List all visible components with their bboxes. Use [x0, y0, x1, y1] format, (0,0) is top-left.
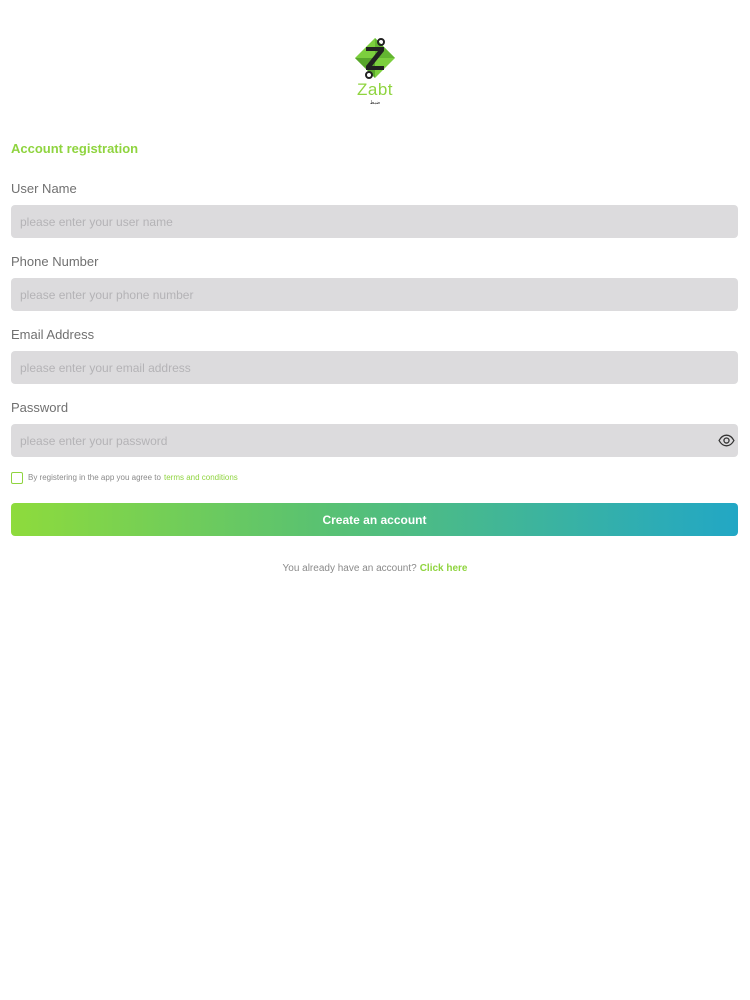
terms-row — [11, 471, 238, 484]
username-label: User Name — [11, 181, 77, 196]
password-field-container — [11, 424, 738, 457]
page-title: Account registration — [11, 141, 139, 156]
password-label: Password — [11, 400, 69, 415]
login-prompt — [0, 563, 750, 574]
terms-text: By registering in the app you agree to — [28, 473, 161, 482]
eye-icon[interactable] — [718, 432, 735, 449]
create-account-button[interactable]: Create an account — [11, 503, 738, 536]
phone-field-container — [11, 278, 738, 311]
email-input[interactable] — [11, 351, 738, 384]
logo-wordmark: Zabt — [356, 80, 394, 99]
login-link[interactable]: Click here — [419, 563, 468, 574]
phone-input[interactable] — [11, 278, 738, 311]
username-field-container — [11, 205, 738, 238]
zabt-logo — [351, 36, 399, 110]
username-input[interactable] — [11, 205, 738, 238]
password-input[interactable] — [11, 424, 738, 457]
terms-checkbox[interactable] — [11, 472, 23, 484]
logo-tagline: ضبط — [369, 100, 381, 106]
email-label: Email Address — [11, 327, 95, 342]
login-prompt-text: You already have an account? — [282, 563, 417, 574]
terms-link[interactable]: terms and conditions — [163, 473, 238, 482]
email-field-container — [11, 351, 738, 384]
logo-mark-icon — [351, 36, 399, 80]
phone-label: Phone Number — [11, 254, 99, 269]
